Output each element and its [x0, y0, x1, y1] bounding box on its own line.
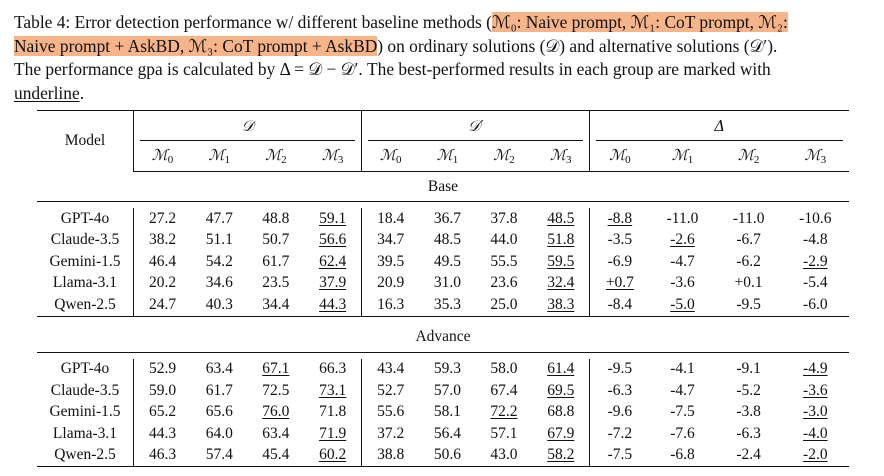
value-cell: 37.8	[490, 209, 518, 227]
value-cell: 67.1	[262, 360, 290, 378]
method-subscript: 2	[509, 154, 515, 166]
value-cell: 56.6	[319, 231, 347, 249]
header-row-groups	[37, 111, 849, 142]
method-subscript: 1	[452, 154, 459, 166]
table-row	[37, 445, 849, 467]
value-cell: 44.3	[134, 423, 192, 445]
value-cell: 57.4	[191, 445, 248, 467]
method-symbol: ℳ	[609, 146, 626, 164]
value-cell: 68.8	[547, 403, 575, 421]
value-cell: 23.5	[262, 274, 290, 292]
model-name-cell: GPT-4o	[60, 209, 110, 227]
value-cell: 44.0	[490, 231, 518, 249]
value-cell: 62.4	[319, 252, 347, 270]
value-cell: 44.3	[304, 294, 362, 316]
model-name-cell: GPT-4o	[60, 360, 110, 378]
group-header-2: Δ	[590, 111, 849, 142]
value-cell: 36.7	[433, 209, 462, 227]
value-cell: 49.5	[433, 252, 462, 270]
caption-period: .	[79, 82, 85, 103]
model-name-cell: Claude-3.5	[50, 231, 120, 249]
value-cell: 59.1	[319, 209, 347, 227]
value-cell: 24.7	[134, 294, 192, 316]
model-name-cell: Gemini-1.5	[49, 403, 121, 421]
method-subscript: 1	[224, 154, 231, 166]
table-row	[37, 251, 849, 273]
table-row	[37, 230, 849, 252]
method-symbol: ℳ	[151, 146, 168, 164]
value-cell: -11.0	[666, 209, 699, 227]
header-row-methods	[37, 141, 849, 172]
value-cell: 34.7	[362, 230, 420, 252]
model-name-cell: Llama-3.1	[52, 274, 118, 292]
value-cell: -2.0	[782, 445, 849, 467]
value-cell: 18.4	[362, 208, 420, 230]
value-cell: 61.7	[262, 252, 290, 270]
value-cell: 58.0	[490, 360, 518, 378]
value-cell: +0.7	[590, 273, 650, 295]
method-subscript: 0	[167, 154, 174, 166]
value-cell: -4.9	[803, 360, 828, 378]
table-row	[37, 359, 849, 381]
value-cell: 59.5	[547, 252, 575, 270]
value-cell: -11.0	[732, 209, 765, 227]
value-cell: -6.2	[736, 252, 761, 270]
value-cell: 32.4	[547, 274, 575, 292]
value-cell: 72.2	[490, 403, 518, 421]
caption-line-3	[14, 58, 874, 82]
caption-line-2	[14, 35, 874, 59]
value-cell: 27.2	[134, 208, 192, 230]
value-cell: 54.2	[205, 252, 233, 270]
caption-highlight-1: ℳ₀: Naive prompt, ℳ₁: CoT prompt, ℳ₂:	[491, 12, 788, 32]
value-cell: -2.4	[716, 445, 782, 467]
value-cell: -3.6	[670, 274, 695, 292]
value-cell: 38.8	[362, 445, 420, 467]
value-cell: -8.4	[590, 294, 650, 316]
section-row	[37, 172, 849, 202]
value-cell: 35.3	[419, 294, 476, 316]
value-cell: 58.1	[433, 403, 462, 421]
value-cell: 48.5	[547, 209, 575, 227]
value-cell: -4.0	[803, 424, 828, 442]
value-cell: 52.9	[134, 359, 192, 381]
value-cell: 48.8	[262, 209, 290, 227]
model-name-cell: Claude-3.5	[50, 381, 120, 399]
value-cell: -7.5	[590, 445, 650, 467]
value-cell: 50.6	[419, 445, 476, 467]
value-cell: -3.6	[803, 381, 828, 399]
value-cell: -6.0	[782, 294, 849, 316]
value-cell: 34.4	[248, 294, 305, 316]
value-cell: +0.1	[734, 274, 763, 292]
value-cell: 66.3	[319, 360, 347, 378]
value-cell: 40.3	[191, 294, 248, 316]
value-cell: -4.7	[670, 381, 695, 399]
value-cell: -4.1	[670, 360, 695, 378]
value-cell: -6.8	[649, 445, 715, 467]
method-header-10	[716, 141, 782, 172]
value-cell: -5.4	[803, 274, 828, 292]
value-cell: -5.2	[736, 381, 761, 399]
table-row	[37, 402, 849, 424]
value-cell: 38.3	[532, 294, 590, 316]
value-cell: 57.0	[433, 381, 462, 399]
value-cell: -3.5	[590, 230, 650, 252]
method-header-7	[532, 141, 590, 172]
value-cell: 56.4	[433, 424, 462, 442]
method-subscript: 0	[395, 154, 402, 166]
method-symbol: ℳ	[493, 146, 510, 164]
model-name-cell: Qwen-2.5	[37, 445, 134, 467]
value-cell: 16.3	[362, 294, 420, 316]
method-symbol: ℳ	[265, 146, 282, 164]
value-cell: -2.6	[670, 231, 695, 249]
value-cell: 46.4	[134, 251, 192, 273]
method-subscript: 2	[753, 154, 760, 166]
value-cell: -7.2	[590, 423, 650, 445]
value-cell: 52.7	[362, 380, 420, 402]
section-row	[37, 323, 849, 353]
caption-formula: The performance gpa is calculated by Δ = 𝒟 − 𝒟′. The best-performed results in each group are marked with	[14, 59, 771, 79]
method-header-9	[649, 141, 715, 172]
value-cell: -7.6	[670, 424, 695, 442]
table-row	[37, 380, 849, 402]
method-symbol: ℳ	[321, 146, 338, 164]
value-cell: 51.8	[547, 231, 575, 249]
value-cell: 65.2	[134, 402, 192, 424]
method-header-2	[248, 141, 305, 172]
value-cell: 63.4	[262, 424, 290, 442]
value-cell: 67.4	[490, 381, 518, 399]
value-cell: 55.6	[362, 402, 420, 424]
value-cell: 50.7	[262, 231, 290, 249]
value-cell: -6.3	[736, 424, 761, 442]
table-row	[37, 294, 849, 316]
model-name-cell: Llama-3.1	[52, 424, 118, 442]
method-header-3	[304, 141, 362, 172]
value-cell: -9.5	[716, 294, 782, 316]
value-cell: -8.8	[590, 208, 650, 230]
method-symbol: ℳ	[436, 146, 453, 164]
value-cell: 57.1	[490, 424, 518, 442]
method-subscript: 1	[687, 154, 694, 166]
value-cell: 48.5	[433, 231, 462, 249]
value-cell: 63.4	[205, 360, 233, 378]
value-cell: 38.2	[134, 230, 192, 252]
value-cell: 43.0	[476, 445, 533, 467]
method-symbol: ℳ	[379, 146, 396, 164]
section-label: Advance	[37, 323, 849, 353]
value-cell: -6.3	[590, 380, 650, 402]
value-cell: -10.6	[799, 209, 832, 227]
value-cell: -3.8	[736, 403, 761, 421]
caption-line-1	[14, 11, 874, 35]
results-table	[37, 110, 849, 467]
caption-lead: Table 4: Error detection performance w/ different baseline methods (	[14, 12, 492, 32]
model-column-header: Model	[37, 111, 134, 172]
method-symbol: ℳ	[671, 146, 688, 164]
group-header-1: 𝒟′	[362, 111, 590, 142]
group-header-0: 𝒟	[134, 111, 362, 142]
value-cell: 55.5	[490, 252, 518, 270]
value-cell: 58.2	[532, 445, 590, 467]
method-subscript: 2	[281, 154, 287, 166]
method-symbol: ℳ	[804, 146, 821, 164]
value-cell: 20.2	[134, 273, 192, 295]
value-cell: 23.6	[490, 274, 518, 292]
table-row	[37, 423, 849, 445]
value-cell: -4.8	[803, 231, 828, 249]
method-header-1	[191, 141, 248, 172]
method-header-5	[419, 141, 476, 172]
value-cell: 47.7	[205, 209, 233, 227]
value-cell: -4.7	[670, 252, 695, 270]
value-cell: 72.5	[262, 381, 290, 399]
value-cell: 37.9	[319, 274, 347, 292]
value-cell: 51.1	[205, 231, 233, 249]
value-cell: 71.8	[319, 403, 347, 421]
value-cell: 31.0	[433, 274, 462, 292]
table-caption	[14, 11, 874, 105]
value-cell: -5.0	[649, 294, 715, 316]
value-cell: 71.9	[319, 424, 347, 442]
method-header-6	[476, 141, 533, 172]
value-cell: 37.2	[362, 423, 420, 445]
value-cell: 73.1	[319, 381, 347, 399]
value-cell: 25.0	[476, 294, 533, 316]
value-cell: -6.9	[590, 251, 650, 273]
value-cell: 46.3	[134, 445, 192, 467]
value-cell: 64.0	[205, 424, 233, 442]
table-row	[37, 273, 849, 295]
value-cell: -7.5	[670, 403, 695, 421]
section-label: Base	[37, 172, 849, 202]
method-header-4	[362, 141, 420, 172]
value-cell: 76.0	[262, 403, 290, 421]
value-cell: 61.7	[205, 381, 233, 399]
value-cell: 67.9	[547, 424, 575, 442]
method-subscript: 0	[625, 154, 631, 166]
method-header-11	[782, 141, 849, 172]
method-symbol: ℳ	[208, 146, 225, 164]
table-row	[37, 208, 849, 230]
value-cell: -3.0	[803, 403, 828, 421]
value-cell: 69.5	[547, 381, 575, 399]
model-name-cell: Gemini-1.5	[49, 252, 121, 270]
method-subscript: 3	[566, 154, 572, 166]
caption-line-4	[14, 82, 874, 106]
method-subscript: 3	[820, 154, 827, 166]
value-cell: 20.9	[362, 273, 420, 295]
method-subscript: 3	[337, 154, 344, 166]
value-cell: 34.6	[205, 274, 233, 292]
value-cell: -9.5	[590, 359, 650, 381]
value-cell: 59.0	[134, 380, 192, 402]
caption-highlight-2: Naive prompt + AskBD, ℳ₃: CoT prompt + AskBD	[14, 35, 378, 56]
value-cell: 61.4	[547, 360, 575, 378]
caption-underline-word: underline	[14, 82, 80, 103]
method-header-0	[134, 141, 192, 172]
value-cell: -9.6	[590, 402, 650, 424]
value-cell: 45.4	[248, 445, 305, 467]
method-header-8	[590, 141, 650, 172]
value-cell: 60.2	[304, 445, 362, 467]
value-cell: 39.5	[362, 251, 420, 273]
value-cell: -2.9	[803, 252, 828, 270]
method-symbol: ℳ	[737, 146, 754, 164]
method-symbol: ℳ	[550, 146, 567, 164]
model-name-cell: Qwen-2.5	[37, 294, 134, 316]
value-cell: 59.3	[433, 360, 462, 378]
value-cell: -9.1	[736, 360, 761, 378]
value-cell: 65.6	[205, 403, 233, 421]
value-cell: 43.4	[362, 359, 420, 381]
value-cell: -6.7	[736, 231, 761, 249]
caption-mid: ) on ordinary solutions (𝒟) and alternative solutions (𝒟′).	[377, 35, 778, 56]
